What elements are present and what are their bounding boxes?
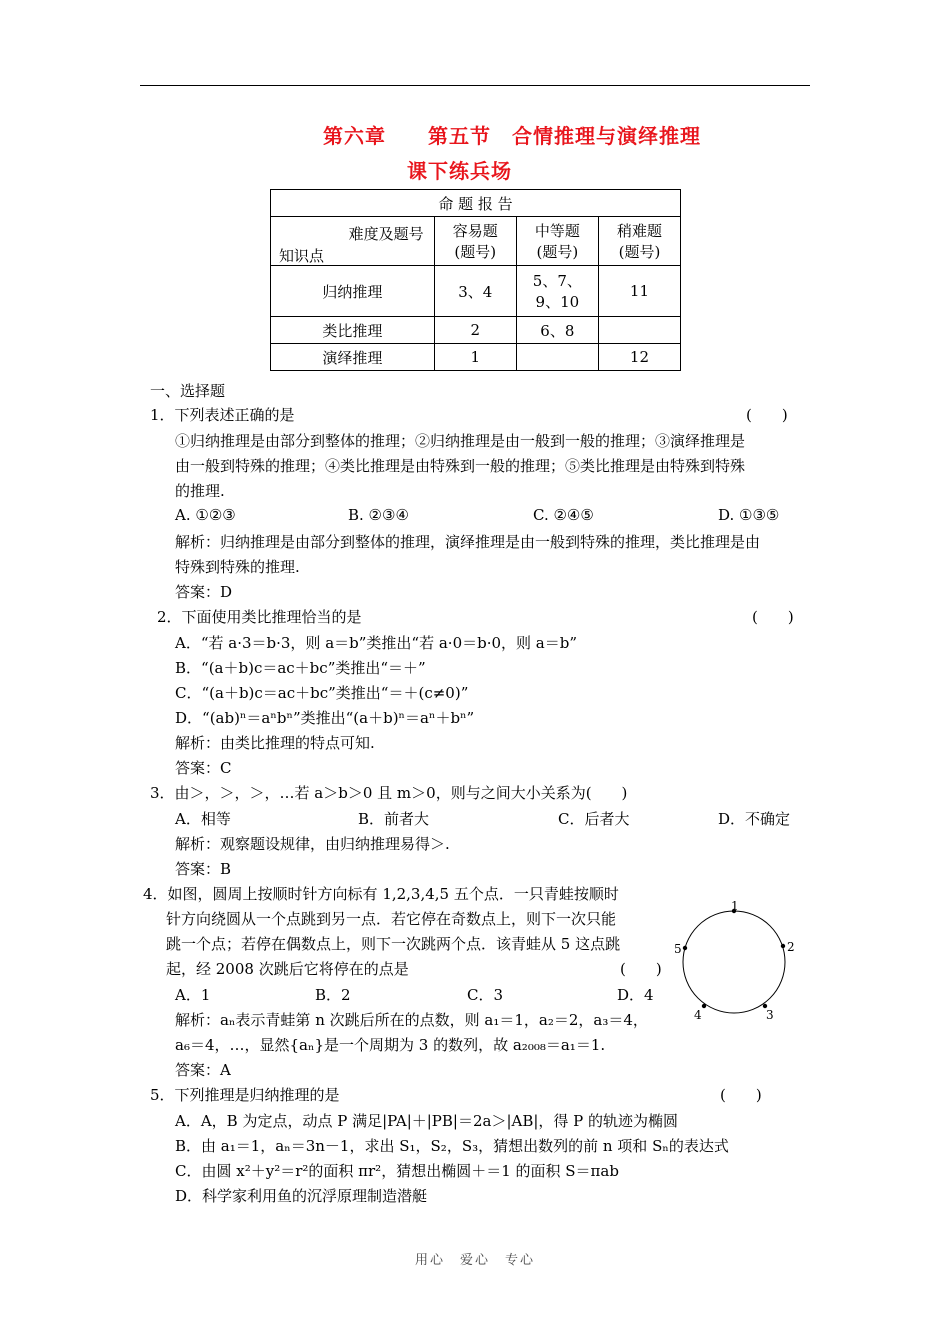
q4-stem: 跳一个点；若停在偶数点上，则下一次跳两个点．该青蛙从 5 这点跳 xyxy=(166,935,621,953)
q5-blank: ( ) xyxy=(720,1086,762,1104)
q3-option-b: B．前者大 xyxy=(358,810,430,828)
q4-analysis: a₆＝4，…，显然{aₙ}是一个周期为 3 的数列，故 a₂₀₀₈＝a₁＝1. xyxy=(175,1036,606,1054)
q3-answer: 答案：B xyxy=(175,860,232,878)
q1-body-line: ①归纳推理是由部分到整体的推理；②归纳推理是由一般到一般的推理；③演绎推理是 xyxy=(175,432,746,450)
q4-option-a: A．1 xyxy=(175,986,211,1004)
q4-circle-figure xyxy=(670,898,800,1028)
q4-blank: ( ) xyxy=(620,960,662,978)
q5-option-d: D．科学家利用鱼的沉浮原理制造潜艇 xyxy=(175,1187,428,1205)
q2-answer: 答案：C xyxy=(175,759,232,777)
point-5-label: 5 xyxy=(674,942,682,956)
report-table xyxy=(270,189,681,371)
report-caption: 命 题 报 告 xyxy=(271,190,681,217)
col-hard: 稍难题 (题号) xyxy=(598,217,680,266)
q1-blank: ( ) xyxy=(746,406,788,424)
header-rule xyxy=(140,85,810,86)
table-row: 演绎推理 1 12 xyxy=(271,344,681,371)
q1-stem: 1．下列表述正确的是 xyxy=(150,406,295,424)
q4-stem: 4．如图，圆周上按顺时针方向标有 1,2,3,4,5 五个点．一只青蛙按顺时 xyxy=(143,885,619,903)
q4-stem: 针方向绕圆从一个点跳到另一点．若它停在奇数点上，则下一次只能 xyxy=(166,910,617,928)
q2-option-a: A．“若 a·3＝b·3，则 a＝b”类推出“若 a·0＝b·0，则 a＝b” xyxy=(175,634,578,652)
q2-analysis: 解析：由类比推理的特点可知. xyxy=(175,734,375,752)
section-heading: 一、选择题 xyxy=(150,382,226,400)
q4-analysis: 解析：aₙ表示青蛙第 n 次跳后所在的点数，则 a₁＝1，a₂＝2，a₃＝4， xyxy=(175,1011,648,1029)
q1-option-a: A. ①②③ xyxy=(175,506,236,524)
q2-option-d: D．“(ab)ⁿ＝aⁿbⁿ”类推出“(a＋b)ⁿ＝aⁿ＋bⁿ” xyxy=(175,709,475,727)
q5-stem: 5．下列推理是归纳推理的是 xyxy=(150,1086,340,1104)
q4-stem: 起，经 2008 次跳后它将停在的点是 xyxy=(166,960,409,978)
chapter-title: 第六章 第五节 合情推理与演绎推理 xyxy=(323,124,701,148)
q1-analysis: 解析：归纳推理是由部分到整体的推理，演绎推理是由一般到特殊的推理，类比推理是由 xyxy=(175,533,761,551)
corner-cell xyxy=(271,217,435,266)
subtitle: 课下练兵场 xyxy=(407,159,512,183)
point-5-dot xyxy=(683,946,687,950)
q1-body-line: 由一般到特殊的推理；④类比推理是由特殊到一般的推理；⑤类比推理是由特殊到特殊 xyxy=(175,457,746,475)
corner-bottom: 知识点 xyxy=(279,247,325,265)
q4-option-d: D．4 xyxy=(617,986,654,1004)
q3-option-d: D．不确定 xyxy=(718,810,791,828)
q1-option-c: C. ②④⑤ xyxy=(533,506,594,524)
q4-option-c: C．3 xyxy=(467,986,504,1004)
q2-stem: 2．下面使用类比推理恰当的是 xyxy=(157,608,362,626)
col-easy: 容易题 (题号) xyxy=(434,217,516,266)
point-4-label: 4 xyxy=(694,1008,702,1022)
table-row: 类比推理 2 6、8 xyxy=(271,317,681,344)
q5-option-c: C．由圆 x²＋y²＝r²的面积 πr²，猜想出椭圆＋＝1 的面积 S＝πab xyxy=(175,1162,619,1180)
q5-option-b: B．由 a₁＝1，aₙ＝3n－1，求出 S₁，S₂，S₃，猜想出数列的前 n 项和 Sₙ的表达式 xyxy=(175,1137,729,1155)
q4-option-b: B．2 xyxy=(315,986,351,1004)
q2-option-c: C．“(a＋b)c＝ac＋bc”类推出“＝＋(c≠0)” xyxy=(175,684,469,702)
corner-top: 难度及题号 xyxy=(348,225,424,243)
q2-option-b: B．“(a＋b)c＝ac＋bc”类推出“＝＋” xyxy=(175,659,426,677)
col-mid: 中等题 (题号) xyxy=(516,217,598,266)
q5-option-a: A．A，B 为定点，动点 P 满足|PA|＋|PB|＝2a＞|AB|，得 P 的轨迹为椭圆 xyxy=(175,1112,679,1130)
point-1-label: 1 xyxy=(731,899,739,913)
q1-analysis: 特殊到特殊的推理. xyxy=(175,558,300,576)
q1-option-b: B. ②③④ xyxy=(348,506,409,524)
point-4-dot xyxy=(702,1004,706,1008)
table-row: 归纳推理 3、4 5、7、 9、10 11 xyxy=(271,266,681,317)
q1-answer: 答案：D xyxy=(175,583,233,601)
q3-analysis: 解析：观察题设规律，由归纳推理易得＞. xyxy=(175,835,450,853)
q1-option-d: D. ①③⑤ xyxy=(718,506,780,524)
point-2-dot xyxy=(781,944,785,948)
page-footer: 用心 爱心 专心 xyxy=(414,1253,535,1268)
circle-outline xyxy=(683,911,785,1013)
q4-answer: 答案：A xyxy=(175,1061,231,1079)
point-2-label: 2 xyxy=(787,940,795,954)
q2-blank: ( ) xyxy=(752,608,794,626)
point-3-label: 3 xyxy=(766,1008,774,1022)
q3-stem: 3．由＞，＞，＞，…若 a＞b＞0 且 m＞0，则与之间大小关系为( ) xyxy=(150,784,628,802)
q1-body-line: 的推理. xyxy=(175,482,225,500)
q3-option-a: A．相等 xyxy=(175,810,231,828)
q3-option-c: C．后者大 xyxy=(558,810,630,828)
